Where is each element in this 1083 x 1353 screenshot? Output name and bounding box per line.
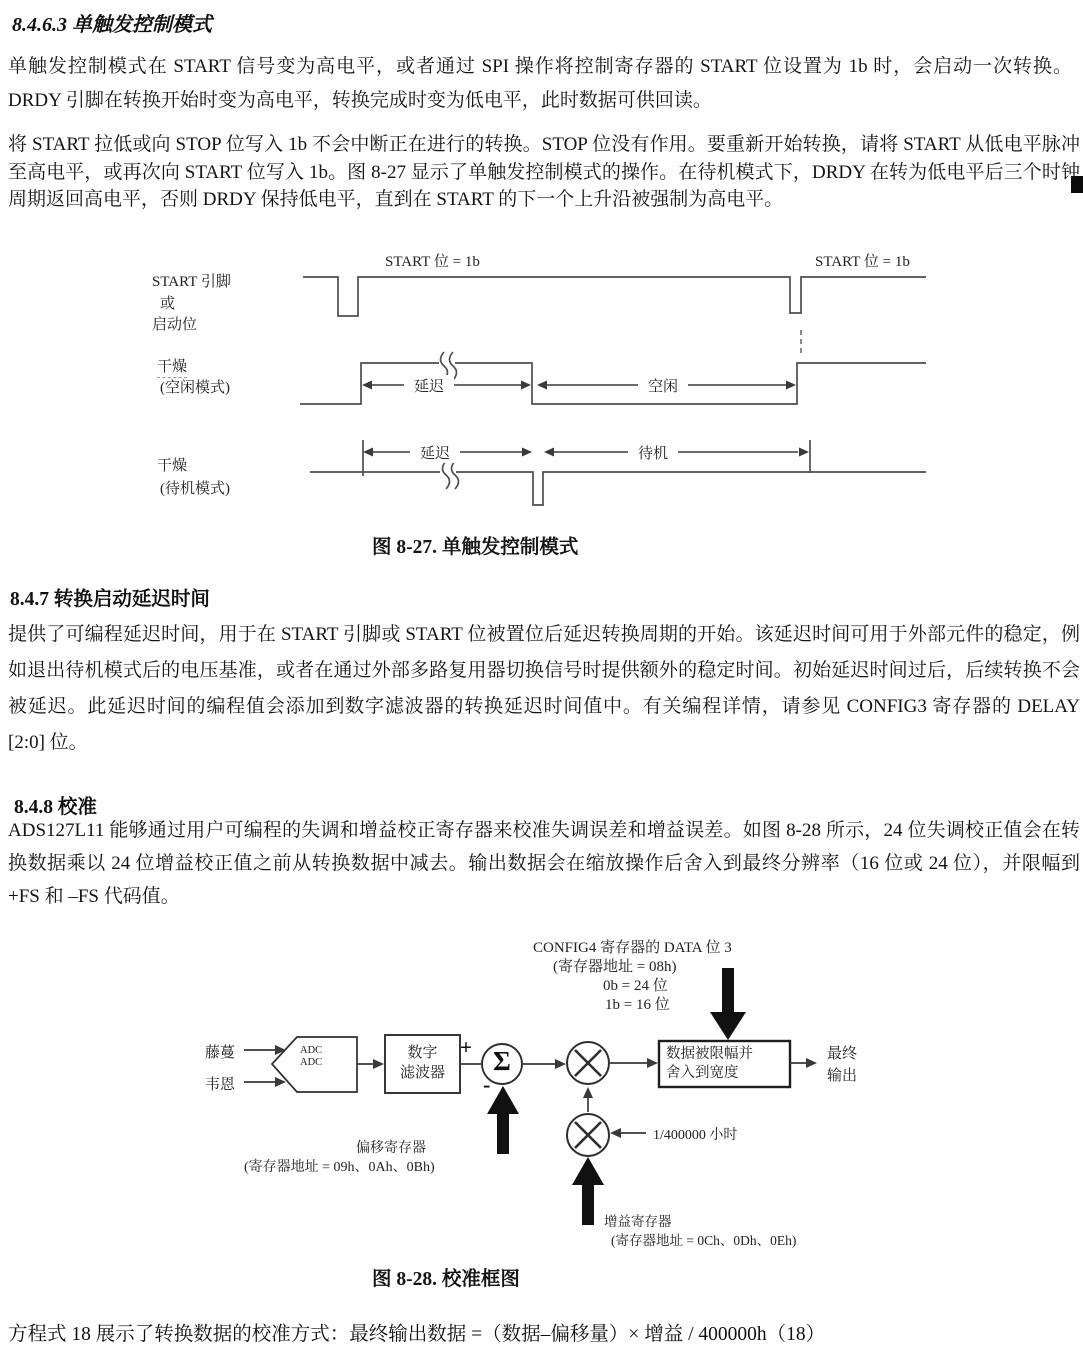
fig27-drdy-standby-waveform (310, 440, 926, 505)
section-847-heading: 8.4.7 转换启动延迟时间 (10, 589, 210, 610)
section-848-heading: 8.4.8 校准 (14, 797, 97, 818)
fig27-delay-span-label-standby: 延迟 (410, 442, 460, 463)
fig28-offset-register-label-line2: (寄存器地址 = 09h、0Ah、0Bh) (244, 1160, 435, 1175)
fig28-gain-scale-label: 1/400000 小时 (653, 1128, 738, 1143)
fig27-start-pin-label-line2: 或 (160, 296, 176, 312)
fig28-input-positive-label: 藤蔓 (205, 1045, 236, 1061)
fig27-drdy-idle-waveform (300, 352, 926, 404)
fig27-start-pin-label-line3: 启动位 (152, 317, 198, 333)
equation-18: 方程式 18 展示了转换数据的校准方式：最终输出数据 =（数据–偏移量）× 增益 / 400000h（18） (8, 1324, 826, 1345)
fig28-multiplier-2 (567, 1114, 609, 1156)
fig27-delay-span-label-idle: 延迟 (404, 375, 454, 396)
section-847-paragraph: 提供了可编程延迟时间，用于在 START 引脚或 START 位被置位后延迟转换周期的开始。该延迟时间可用于外部元件的稳定，例如退出待机模式后的电压基准，或者在通过外部多路复用器切换信号时提供额外的稳定时间。初始延迟时间过后，后续转换不会被延迟。此延迟时间的编程值会添加到数字滤波器的转换延迟时间值中。有关编程详情，请参见 CONFIG3 寄存器的 DELAY [2:0] 位。 (8, 624, 1080, 753)
fig28-adc-label-line2: ADC (300, 1057, 323, 1068)
fig27-start-bit-label-1: START 位 = 1b (385, 254, 480, 270)
fig27-start-pin-label-line1: START 引脚 (152, 274, 231, 290)
fig28-multiplier-1 (567, 1042, 609, 1084)
fig27-start-bit-label-2: START 位 = 1b (815, 254, 910, 270)
section-8463-heading: 8.4.6.3 单触发控制模式 (12, 14, 212, 36)
fig28-filter-label-line1: 数字 (407, 1045, 438, 1061)
section-8463-paragraph-2: 将 START 拉低或向 STOP 位写入 1b 不会中断正在进行的转换。STOP 位没有作用。要重新开始转换，请将 START 从低电平脉冲至高电平，或再次向 START 位写入 1b。图 8-27 显示了单触发控制模式的操作。在待机模式下，DRDY 在转为低电平后三个时钟周期返回高电平，否则 DRDY 保持低电平，直到在 START 的下一个上升沿被强制为高电平。 (8, 134, 1080, 210)
section-848-paragraph: ADS127L11 能够通过用户可编程的失调和增益校正寄存器来校准失调误差和增益误差。如图 8-28 所示，24 位失调校正值会在转换数据乘以 24 位增益校正值之前从转换数据中减去。输出数据会在缩放操作后舍入到最终分辨率（16 位或 24 位），并限幅到 +FS 和 –FS 代码值。 (8, 820, 1080, 907)
fig28-config4-note-line1: CONFIG4 寄存器的 DATA 位 3 (533, 940, 732, 956)
fig28-filter-label-line2: 滤波器 (399, 1065, 445, 1081)
fig27-caption: 图 8-27. 单触发控制模式 (372, 537, 579, 558)
fig28-minus-sign: - (483, 1072, 491, 1097)
fig28-clamp-label-line2: 舍入到宽度 (666, 1065, 739, 1081)
fig28-adc-label-line1: ADC (300, 1045, 323, 1056)
fig28-caption: 图 8-28. 校准框图 (372, 1269, 520, 1290)
fig28-config4-note-line2: (寄存器地址 = 08h) (553, 959, 677, 975)
fig28-input-negative-label: 韦恩 (205, 1077, 236, 1093)
fig28-config4-note-line3: 0b = 24 位 (603, 978, 668, 994)
fig27-drdy-idle-label-line1: 干燥 (157, 355, 187, 378)
fig28-offset-register-label-line1: 偏移寄存器 (356, 1141, 426, 1156)
fig28-plus-sign: + (460, 1035, 472, 1059)
fig28-gain-register-label-line1: 增益寄存器 (604, 1214, 672, 1229)
fig28-clamp-label-line1: 数据被限幅并 (666, 1046, 753, 1062)
fig28-sigma-symbol: Σ (493, 1046, 511, 1076)
fig27-drdy-standby-label-line2: (待机模式) (160, 481, 230, 497)
fig27-standby-span-label: 待机 (628, 442, 678, 463)
fig28-gain-register-label-line2: (寄存器地址 = 0Ch、0Dh、0Eh) (611, 1233, 797, 1248)
fig27-drdy-idle-label-line2: (空闲模式) (160, 380, 230, 396)
fig27-start-waveform (303, 277, 926, 316)
section-8463-paragraph-1: 单触发控制模式在 START 信号变为高电平，或者通过 SPI 操作将控制寄存器的 START 位设置为 1b 时，会启动一次转换。DRDY 引脚在转换开始时变为高电平，转换完成时变为低电平，此时数据可供回读。 (8, 56, 1072, 111)
fig27-idle-span-label: 空闲 (638, 375, 688, 396)
fig28-config4-note-line4: 1b = 16 位 (605, 997, 670, 1013)
fig28-final-output-label-line2: 输出 (826, 1068, 857, 1084)
fig27-drdy-standby-label-line1: 干燥 (157, 458, 188, 474)
fig28-final-output-label-line1: 最终 (826, 1046, 857, 1062)
